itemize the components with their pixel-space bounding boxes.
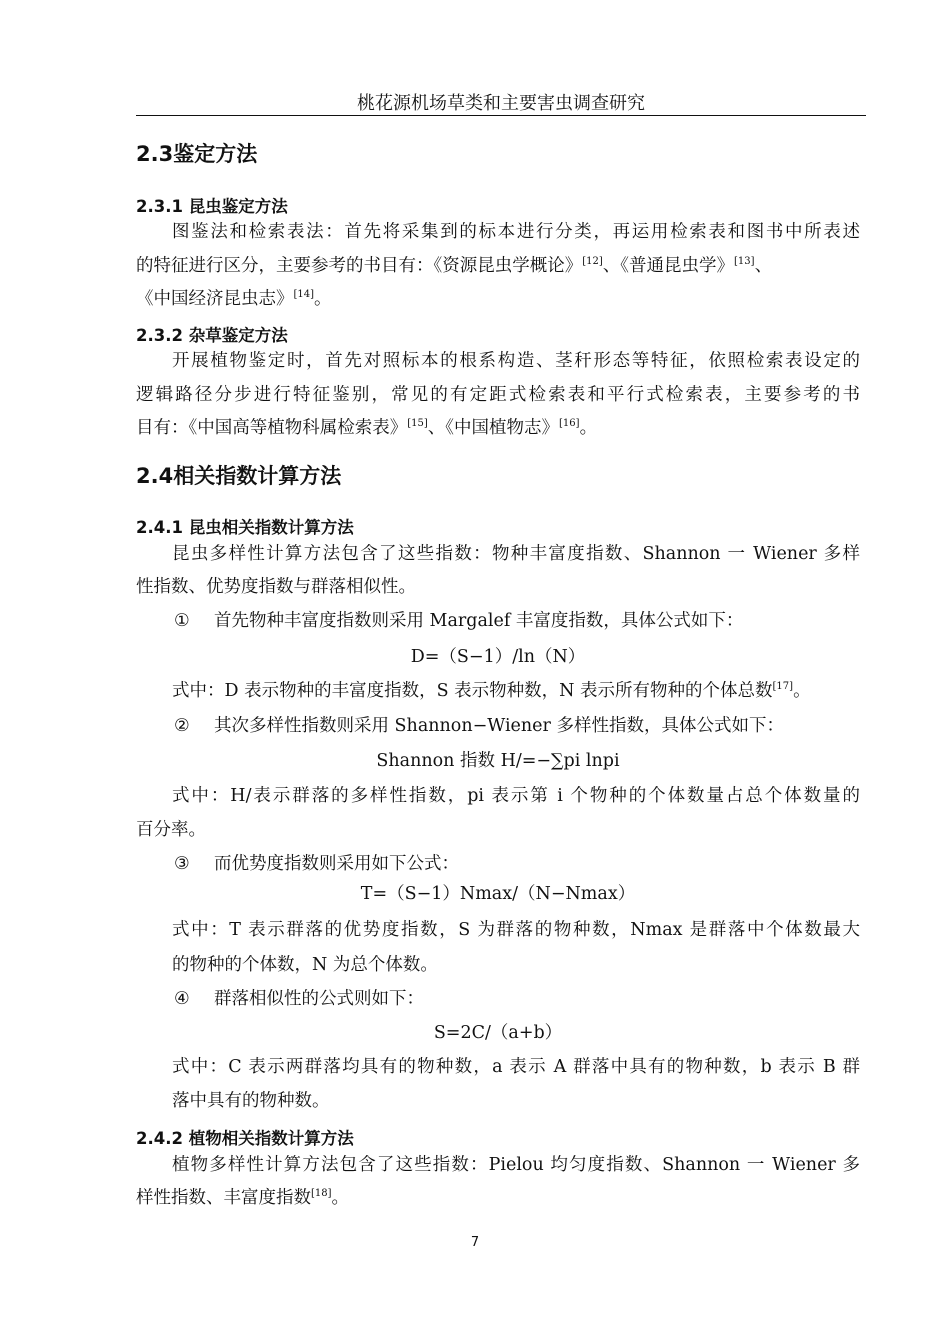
running-header: 桃花源机场草类和主要害虫调查研究 — [357, 93, 645, 114]
paragraph-line: 昆虫多样性计算方法包含了这些指数：物种丰富度指数、Shannon 一 Wiener 多样 — [172, 544, 860, 564]
paragraph-line: 开展植物鉴定时，首先对照标本的根系构造、茎秆形态等特征，依照检索表设定的 — [172, 351, 860, 371]
item-number: ① — [174, 611, 190, 631]
item-number: ④ — [174, 989, 190, 1009]
citation: [12] — [582, 256, 603, 267]
list-item: ③ 而优势度指数则采用如下公式： — [174, 854, 459, 874]
section-heading-2-4: 2.4相关指数计算方法 — [136, 464, 342, 488]
citation: [13] — [734, 256, 755, 267]
paragraph-line: 的物种的个体数，N 为总个体数。 — [172, 955, 438, 975]
item-number: ③ — [174, 854, 190, 874]
item-number: ② — [174, 716, 190, 736]
paragraph-line: 目有：《中国高等植物科属检索表》[15]、《中国植物志》[16]。 — [136, 418, 598, 438]
paragraph-line: 逻辑路径分步进行特征鉴别，常见的有定距式检索表和平行式检索表，主要参考的书 — [136, 385, 860, 405]
paragraph-line: 式中：T 表示群落的优势度指数，S 为群落的物种数，Nmax 是群落中个体数最大 — [172, 920, 860, 940]
list-item: ① 首先物种丰富度指数则采用 Margalef 丰富度指数，具体公式如下： — [174, 611, 744, 631]
formula: Shannon 指数 H/=−∑pi lnpi — [376, 751, 620, 771]
citation: [17] — [772, 681, 794, 692]
section-heading-2-3: 2.3鉴定方法 — [136, 142, 258, 166]
paragraph-line: 式中：D 表示物种的丰富度指数，S 表示物种数，N 表示所有物种的个体总数[17]。 — [172, 681, 811, 701]
citation: [16] — [559, 418, 580, 429]
list-item: ④ 群落相似性的公式则如下： — [174, 989, 424, 1009]
subsection-heading-2-3-2: 2.3.2 杂草鉴定方法 — [136, 326, 288, 345]
paragraph-line: 式中：H/表示群落的多样性指数，pi 表示第 i 个物种的个体数量占总个体数量的 — [172, 786, 860, 806]
citation: [14] — [293, 289, 315, 300]
paragraph-line: 式中：C 表示两群落均具有的物种数，a 表示 A 群落中具有的物种数，b 表示 B 群 — [172, 1057, 860, 1077]
formula: D=（S−1）/ln（N） — [410, 647, 586, 667]
paragraph-line: 性指数、优势度指数与群落相似性。 — [136, 577, 416, 597]
paragraph-line: 图鉴法和检索表法：首先将采集到的标本进行分类，再运用检索表和图书中所表述 — [172, 222, 860, 242]
subsection-heading-2-4-1: 2.4.1 昆虫相关指数计算方法 — [136, 518, 354, 537]
subsection-heading-2-4-2: 2.4.2 植物相关指数计算方法 — [136, 1129, 354, 1148]
paragraph-line: 的特征进行区分，主要参考的书目有：《资源昆虫学概论》[12]、《普通昆虫学》[13]、 — [136, 256, 773, 276]
citation: [18] — [311, 1188, 332, 1199]
header-rule — [136, 115, 866, 116]
paragraph-line: 《中国经济昆虫志》[14]。 — [136, 289, 332, 309]
citation: [15] — [407, 418, 428, 429]
paragraph-line: 落中具有的物种数。 — [172, 1091, 330, 1111]
paragraph-line: 百分率。 — [136, 820, 206, 840]
formula: S=2C/（a+b） — [433, 1023, 563, 1043]
paragraph-line: 样性指数、丰富度指数[18]。 — [136, 1188, 350, 1208]
list-item: ② 其次多样性指数则采用 Shannon−Wiener 多样性指数，具体公式如下： — [174, 716, 784, 736]
formula: T=（S−1）Nmax/（N−Nmax） — [360, 884, 636, 904]
page-number: 7 — [470, 1235, 480, 1250]
paragraph-line: 植物多样性计算方法包含了这些指数：Pielou 均匀度指数、Shannon 一 Wiener 多 — [172, 1155, 860, 1175]
subsection-heading-2-3-1: 2.3.1 昆虫鉴定方法 — [136, 197, 288, 216]
